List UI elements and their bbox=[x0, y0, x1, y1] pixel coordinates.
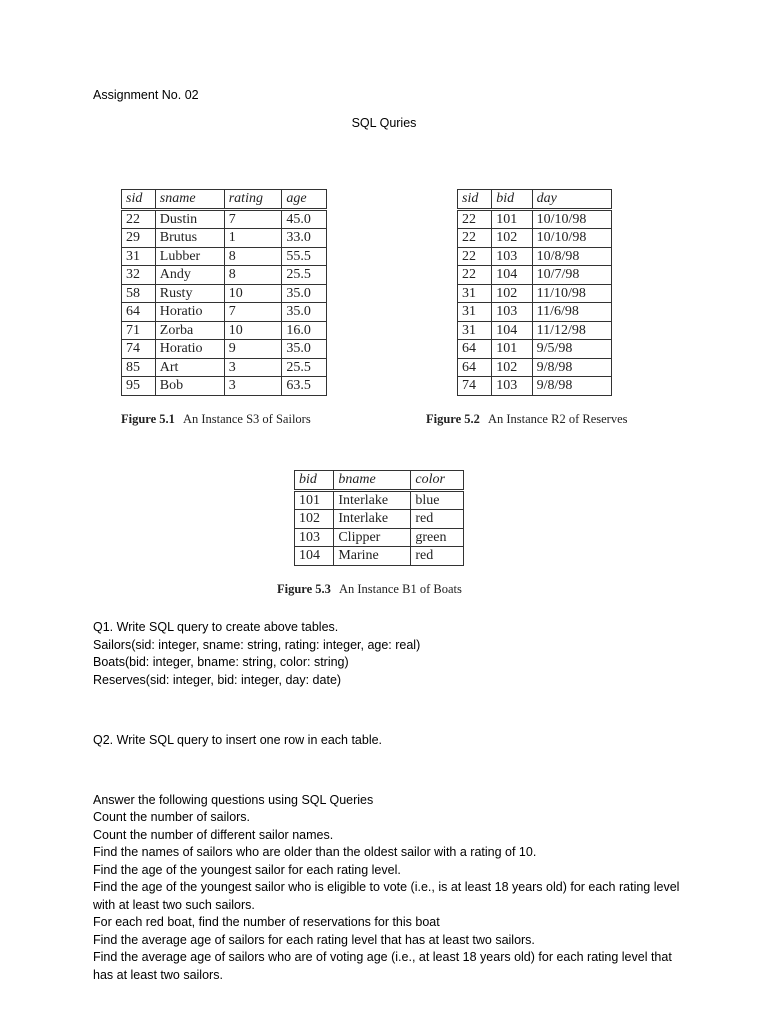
table-cell: 11/6/98 bbox=[532, 303, 611, 322]
table-cell: Art bbox=[155, 358, 224, 377]
table-cell: 10/8/98 bbox=[532, 247, 611, 266]
table-row bbox=[122, 266, 327, 285]
table-row bbox=[458, 377, 612, 396]
table-row bbox=[295, 490, 464, 510]
blank-line bbox=[93, 702, 683, 720]
table-cell: 10 bbox=[224, 321, 282, 340]
table-row bbox=[458, 321, 612, 340]
figure-label: Figure 5.2 bbox=[426, 412, 480, 426]
table-cell: 22 bbox=[458, 266, 492, 285]
table-cell: 22 bbox=[122, 209, 156, 229]
question-line: Q2. Write SQL query to insert one row in each table. bbox=[93, 732, 383, 747]
table-cell: Rusty bbox=[155, 284, 224, 303]
table-row bbox=[122, 247, 327, 266]
table-cell: Zorba bbox=[155, 321, 224, 340]
column-header: age bbox=[282, 190, 327, 210]
table-cell: 7 bbox=[224, 209, 282, 229]
table-cell: 7 bbox=[224, 303, 282, 322]
figure-caption-sailors bbox=[121, 412, 311, 427]
question-line: Find the age of the youngest sailor who is eligible to vote (i.e., is at least 18 years old) for each rating level with at least two such sailors. bbox=[93, 880, 680, 912]
question-line: Count the number of sailors. bbox=[93, 810, 251, 824]
table-cell: Horatio bbox=[155, 303, 224, 322]
question-line: Find the names of sailors who are older than the oldest sailor with a rating of 10. bbox=[93, 845, 537, 859]
figure-caption-text: An Instance R2 of Reserves bbox=[487, 412, 628, 426]
table-cell: 22 bbox=[458, 247, 492, 266]
column-header: bid bbox=[492, 190, 532, 210]
table-row bbox=[458, 340, 612, 359]
table-row bbox=[122, 321, 327, 340]
table-cell: Brutus bbox=[155, 229, 224, 248]
table-cell: 25.5 bbox=[282, 266, 327, 285]
table-row bbox=[458, 358, 612, 377]
table-cell: 103 bbox=[295, 528, 334, 547]
table-cell: 64 bbox=[458, 340, 492, 359]
column-header: sid bbox=[122, 190, 156, 210]
table-cell: 102 bbox=[492, 229, 532, 248]
table-row bbox=[458, 284, 612, 303]
table-cell: Lubber bbox=[155, 247, 224, 266]
table-cell: 104 bbox=[295, 547, 334, 566]
table-cell: 3 bbox=[224, 377, 282, 396]
table-cell: 10/7/98 bbox=[532, 266, 611, 285]
question-line: Find the average age of sailors for each rating level that has at least two sailors. bbox=[93, 932, 535, 947]
table-cell: Marine bbox=[334, 547, 411, 566]
table-cell: 22 bbox=[458, 229, 492, 248]
table-cell: 11/10/98 bbox=[532, 284, 611, 303]
question-line: Count the number of different sailor names. bbox=[93, 827, 334, 842]
table-row bbox=[122, 377, 327, 396]
table-cell: 35.0 bbox=[282, 340, 327, 359]
figure-caption-boats bbox=[277, 582, 462, 597]
question-line: For each red boat, find the number of reservations for this boat bbox=[93, 915, 440, 929]
table-cell: 104 bbox=[492, 321, 532, 340]
table-row bbox=[458, 209, 612, 229]
table-cell: 10/10/98 bbox=[532, 229, 611, 248]
table-header-row bbox=[295, 471, 464, 491]
table-cell: red bbox=[411, 510, 464, 529]
column-header: sid bbox=[458, 190, 492, 210]
table-cell: 55.5 bbox=[282, 247, 327, 266]
figure-caption-reserves bbox=[426, 412, 627, 427]
question-line: Boats(bid: integer, bname: string, color: string) bbox=[93, 655, 349, 669]
table-cell: 35.0 bbox=[282, 284, 327, 303]
table-cell: Interlake bbox=[334, 510, 411, 529]
table-cell: 58 bbox=[122, 284, 156, 303]
table-cell: 22 bbox=[458, 209, 492, 229]
table-cell: 9 bbox=[224, 340, 282, 359]
column-header: day bbox=[532, 190, 611, 210]
boats-table bbox=[294, 470, 464, 566]
sailors-table bbox=[121, 189, 327, 396]
table-cell: 32 bbox=[122, 266, 156, 285]
table-cell: 102 bbox=[295, 510, 334, 529]
table-cell: 103 bbox=[492, 377, 532, 396]
table-cell: Horatio bbox=[155, 340, 224, 359]
table-row bbox=[295, 547, 464, 566]
table-cell: 104 bbox=[492, 266, 532, 285]
table-cell: 1 bbox=[224, 229, 282, 248]
question-line: Reserves(sid: integer, bid: integer, day: date) bbox=[93, 672, 342, 687]
table-cell: 10 bbox=[224, 284, 282, 303]
table-cell: 3 bbox=[224, 358, 282, 377]
table-cell: Bob bbox=[155, 377, 224, 396]
table-row bbox=[295, 510, 464, 529]
table-cell: 31 bbox=[458, 303, 492, 322]
table-cell: 33.0 bbox=[282, 229, 327, 248]
question-line: Find the average age of sailors who are of voting age (i.e., at least 18 years old) for each rating level that has at least two sailors. bbox=[93, 950, 672, 982]
table-row bbox=[122, 229, 327, 248]
reserves-table bbox=[457, 189, 612, 396]
column-header: sname bbox=[155, 190, 224, 210]
table-cell: 103 bbox=[492, 303, 532, 322]
figure-label: Figure 5.3 bbox=[277, 582, 331, 596]
question-line: Q1. Write SQL query to create above tables. bbox=[93, 620, 339, 634]
table-cell: 9/8/98 bbox=[532, 377, 611, 396]
column-header: rating bbox=[224, 190, 282, 210]
page-title: SQL Quries bbox=[351, 116, 417, 130]
table-row bbox=[122, 303, 327, 322]
table-cell: 74 bbox=[458, 377, 492, 396]
table-header-row bbox=[458, 190, 612, 210]
column-header: bid bbox=[295, 471, 334, 491]
table-cell: 25.5 bbox=[282, 358, 327, 377]
table-row bbox=[458, 229, 612, 248]
table-row bbox=[458, 303, 612, 322]
table-cell: 31 bbox=[122, 247, 156, 266]
table-cell: 103 bbox=[492, 247, 532, 266]
table-cell: red bbox=[411, 547, 464, 566]
table-cell: 10/10/98 bbox=[532, 209, 611, 229]
questions-section bbox=[93, 619, 683, 984]
table-cell: Dustin bbox=[155, 209, 224, 229]
table-cell: 102 bbox=[492, 284, 532, 303]
column-header: color bbox=[411, 471, 464, 491]
table-header-row bbox=[122, 190, 327, 210]
table-row bbox=[122, 358, 327, 377]
figure-label: Figure 5.1 bbox=[121, 412, 175, 426]
table-cell: 64 bbox=[458, 358, 492, 377]
table-cell: Andy bbox=[155, 266, 224, 285]
table-cell: green bbox=[411, 528, 464, 547]
table-cell: 29 bbox=[122, 229, 156, 248]
table-row bbox=[122, 340, 327, 359]
table-row bbox=[458, 247, 612, 266]
figure-caption-text: An Instance S3 of Sailors bbox=[182, 412, 311, 426]
table-cell: 102 bbox=[492, 358, 532, 377]
table-cell: 9/5/98 bbox=[532, 340, 611, 359]
table-cell: 101 bbox=[492, 209, 532, 229]
table-cell: blue bbox=[411, 490, 464, 510]
table-cell: 8 bbox=[224, 266, 282, 285]
table-cell: 71 bbox=[122, 321, 156, 340]
table-row bbox=[122, 209, 327, 229]
table-cell: 35.0 bbox=[282, 303, 327, 322]
table-cell: 64 bbox=[122, 303, 156, 322]
table-cell: 101 bbox=[492, 340, 532, 359]
blank-line bbox=[93, 762, 683, 780]
question-line: Answer the following questions using SQL Queries bbox=[93, 792, 374, 807]
column-header: bname bbox=[334, 471, 411, 491]
table-cell: 31 bbox=[458, 321, 492, 340]
table-cell: 95 bbox=[122, 377, 156, 396]
table-cell: Clipper bbox=[334, 528, 411, 547]
table-cell: 63.5 bbox=[282, 377, 327, 396]
table-cell: 85 bbox=[122, 358, 156, 377]
table-cell: 74 bbox=[122, 340, 156, 359]
table-row bbox=[458, 266, 612, 285]
table-cell: 101 bbox=[295, 490, 334, 510]
question-line: Sailors(sid: integer, sname: string, rating: integer, age: real) bbox=[93, 637, 421, 652]
table-cell: Interlake bbox=[334, 490, 411, 510]
table-cell: 9/8/98 bbox=[532, 358, 611, 377]
table-cell: 16.0 bbox=[282, 321, 327, 340]
table-cell: 45.0 bbox=[282, 209, 327, 229]
table-cell: 8 bbox=[224, 247, 282, 266]
assignment-number: Assignment No. 02 bbox=[93, 88, 199, 102]
table-row bbox=[122, 284, 327, 303]
question-line: Find the age of the youngest sailor for each rating level. bbox=[93, 862, 401, 877]
table-cell: 31 bbox=[458, 284, 492, 303]
figure-caption-text: An Instance B1 of Boats bbox=[338, 582, 462, 596]
table-cell: 11/12/98 bbox=[532, 321, 611, 340]
table-row bbox=[295, 528, 464, 547]
